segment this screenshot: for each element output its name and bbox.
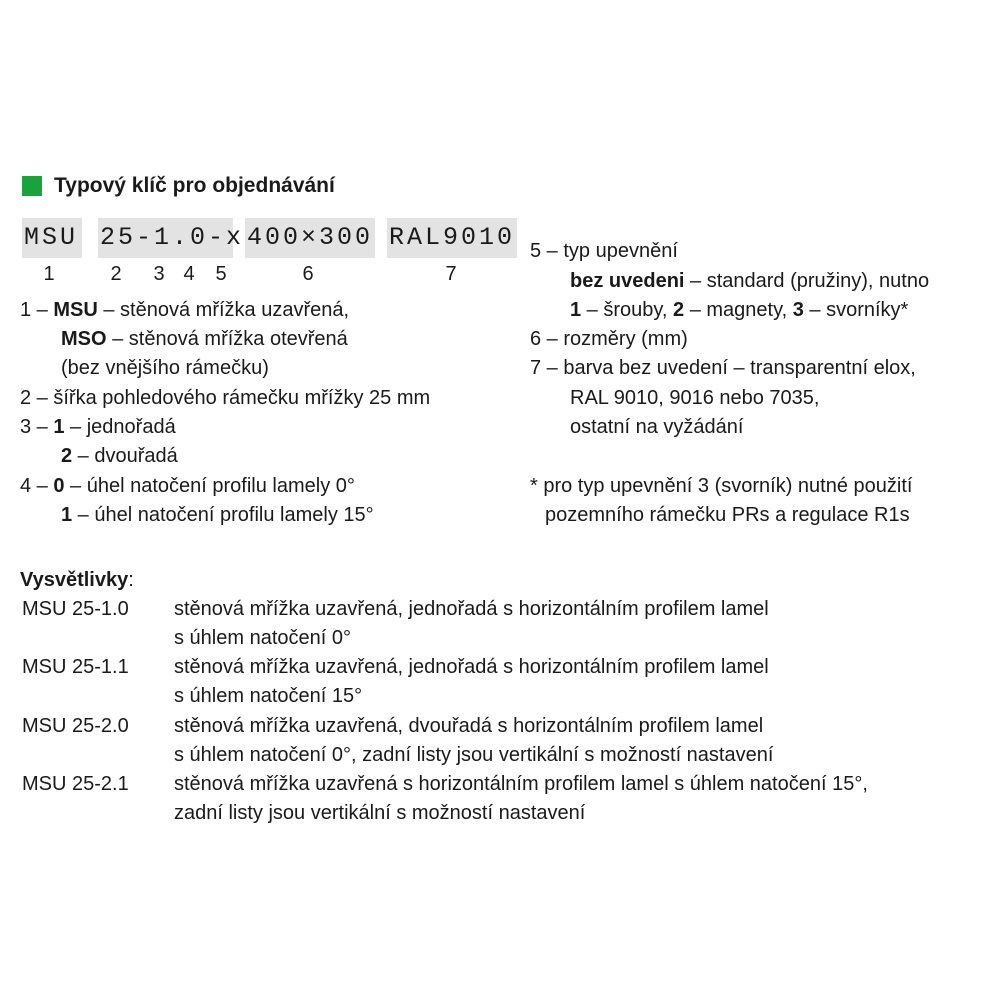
item-text: – šrouby, [581,299,674,321]
item-prefix: 1 – [20,299,54,321]
list-item-4 [20,474,355,498]
code-part-dimensions: 400×300 [247,223,374,252]
item-text: – stěnová mřížka otevřená [106,328,348,350]
list-item-3-b [61,444,178,468]
item-text: – jednořadá [64,416,176,438]
legend-code: MSU 25-1.1 [22,656,129,678]
list-item-5: 5 – typ upevnění [530,240,678,262]
list-item-4-b [61,503,374,527]
code-number-5: 5 [215,263,227,285]
list-item-1 [20,298,349,322]
legend-desc: stěnová mřížka uzavřená s horizontálním profilem lamel s úhlem natočení 15°, [174,773,868,795]
legend-heading-colon: : [128,569,134,591]
legend-desc: stěnová mřížka uzavřená, jednořadá s horizontálním profilem lamel [174,656,769,678]
green-square-icon [22,176,42,196]
legend-heading-text: Vysvětlivky [20,569,129,591]
legend-desc: zadní listy jsou vertikální s možností nastavení [174,802,586,824]
legend-desc: stěnová mřížka uzavřená, dvouřadá s horizontálním profilem lamel [174,715,764,737]
code-number-7: 7 [445,263,457,285]
item-code: MSU [53,299,98,321]
item-code: MSO [61,328,107,350]
list-item-7: 7 – barva bez uvedení – transparentní elox, [530,357,916,379]
code-number-6: 6 [302,263,314,285]
legend-desc: s úhlem natočení 0° [174,627,351,649]
item-code: bez uvedeni [570,270,685,292]
list-item-3 [20,415,176,439]
item-text: – dvouřadá [72,445,178,467]
item-code: 0 [53,475,65,497]
item-code: 2 [673,299,685,321]
item-prefix: 3 – [20,416,54,438]
code-part-msu: MSU [24,223,79,252]
legend-desc: s úhlem natočení 15° [174,685,363,707]
item-prefix: 4 – [20,475,54,497]
list-item-2: 2 – šířka pohledového rámečku mřížky 25 mm [20,387,431,409]
item-code: 1 [61,504,73,526]
footnote: * pro typ upevnění 3 (svorník) nutné použití [530,475,913,497]
item-text: – svorníky* [803,299,909,321]
item-text: – stěnová mřížka uzavřená, [97,299,350,321]
list-item-1-mso [61,327,348,351]
code-number-2: 2 [110,263,122,285]
item-text: – standard (pružiny), nutno [684,270,930,292]
code-part-size: 25-1.0-x [100,223,245,252]
legend-code: MSU 25-1.0 [22,598,129,620]
code-number-4: 4 [183,263,195,285]
item-code: 2 [61,445,73,467]
item-code: 1 [570,299,582,321]
footnote-continued: pozemního rámečku PRs a regulace R1s [545,504,910,526]
code-number-1: 1 [43,263,55,285]
list-item-6: 6 – rozměry (mm) [530,328,688,350]
code-part-color: RAL9010 [389,223,516,252]
item-text: – úhel natočení profilu lamely 15° [72,504,374,526]
list-item-5-b [570,298,908,322]
list-item-7-b: RAL 9010, 9016 nebo 7035, [570,387,820,409]
item-text: – magnety, [684,299,793,321]
list-item-7-c: ostatní na vyžádání [570,416,744,438]
code-number-3: 3 [153,263,165,285]
item-text: – úhel natočení profilu lamely 0° [64,475,355,497]
legend-desc: s úhlem natočení 0°, zadní listy jsou vertikální s možností nastavení [174,744,774,766]
item-code: 3 [792,299,804,321]
legend-desc: stěnová mřížka uzavřená, jednořadá s horizontálním profilem lamel [174,598,769,620]
item-code: 1 [53,416,65,438]
list-item-1-note: (bez vnějšího rámečku) [61,357,269,379]
legend-heading [20,568,134,592]
list-item-5-a [570,269,929,293]
section-title: Typový klíč pro objednávání [54,174,335,197]
legend-code: MSU 25-2.0 [22,715,129,737]
legend-code: MSU 25-2.1 [22,773,129,795]
